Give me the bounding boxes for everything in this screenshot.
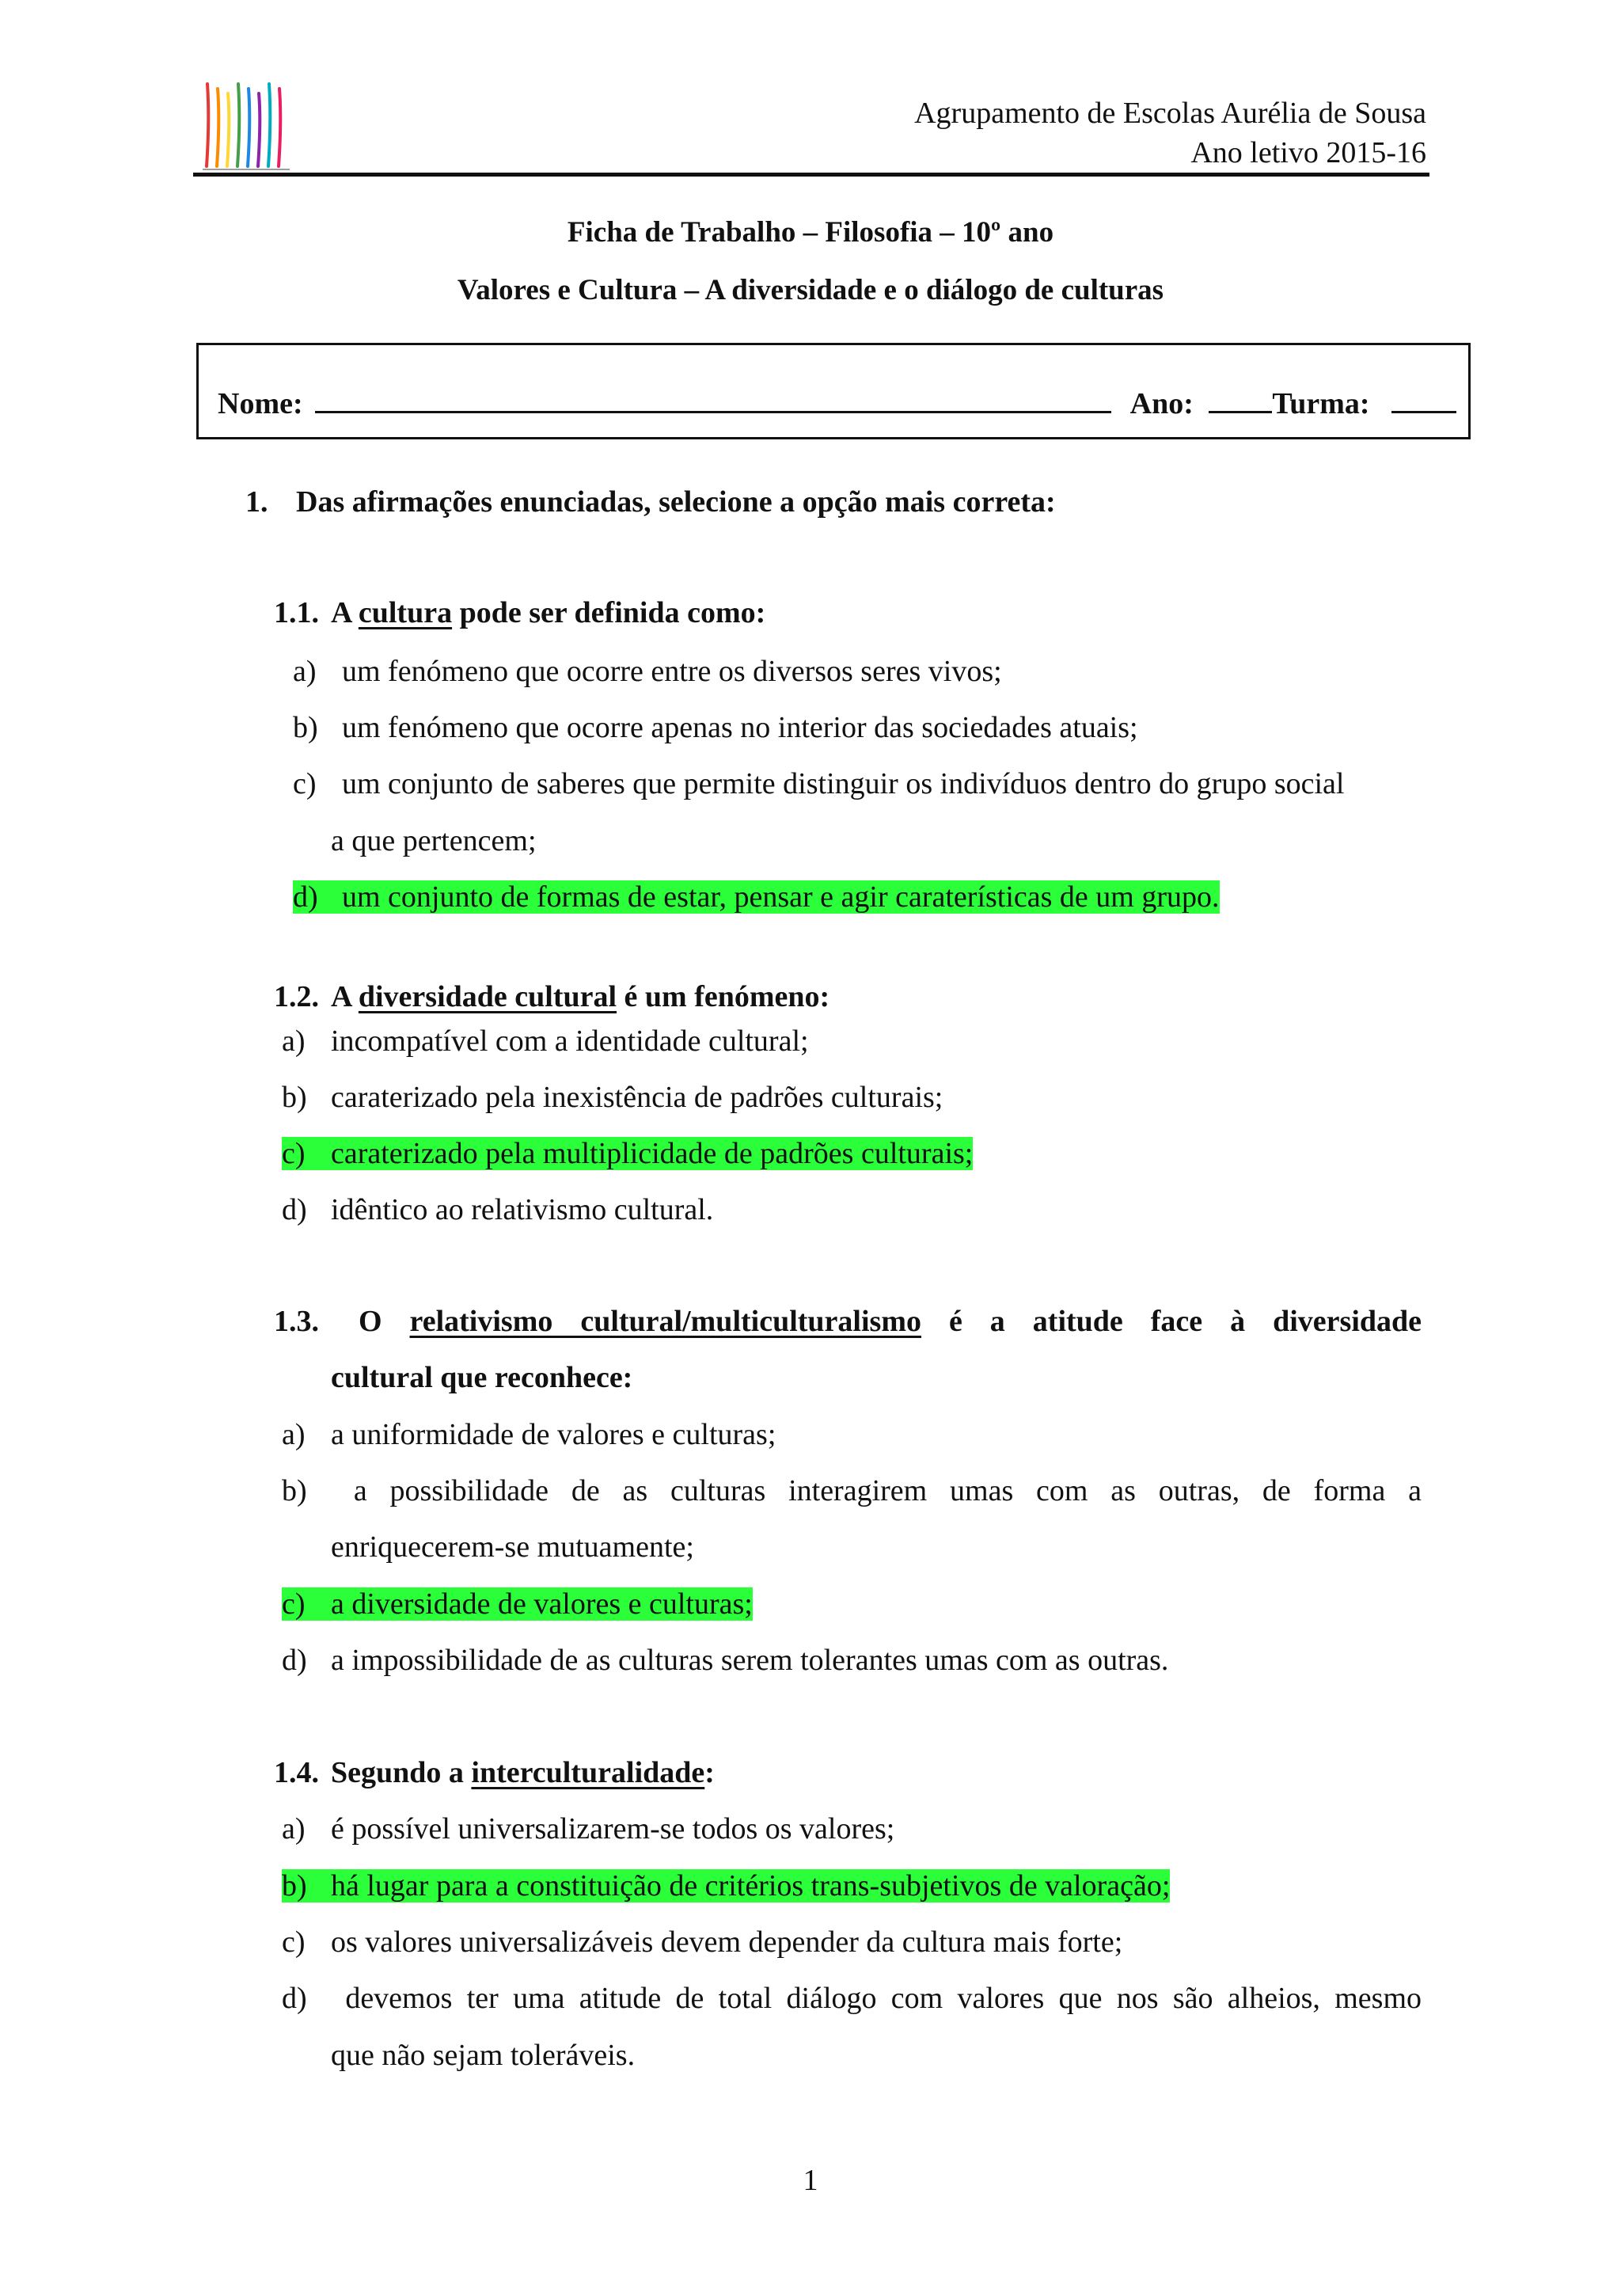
option-letter: c): [282, 1587, 306, 1621]
question-prefix: A: [331, 596, 351, 629]
question-1-3: [274, 1304, 1422, 1339]
option-1-3-b[interactable]: [282, 1473, 1422, 1508]
option-text: um fenómeno que ocorre entre os diversos seres vivos;: [342, 655, 1002, 688]
option-1-4-b-correct[interactable]: [282, 1868, 1170, 1903]
option-1-1-c-continued: a que pertencem;: [331, 824, 537, 857]
question-prefix: A: [331, 980, 351, 1013]
option-1-3-b-continued: enriquecerem-se mutuamente;: [331, 1530, 694, 1564]
question-1-2: [274, 979, 829, 1014]
option-1-2-a[interactable]: [282, 1024, 809, 1059]
option-letter: c): [282, 1137, 306, 1170]
option-letter: b): [293, 711, 318, 744]
option-1-3-a[interactable]: [282, 1417, 776, 1452]
option-letter: a): [293, 655, 317, 688]
option-text: um fenómeno que ocorre apenas no interior das sociedades atuais;: [342, 711, 1138, 744]
option-1-2-b[interactable]: [282, 1080, 943, 1115]
option-letter: a): [282, 1024, 306, 1058]
option-letter: a): [282, 1418, 306, 1451]
turma-field[interactable]: [1391, 387, 1456, 413]
option-1-4-d[interactable]: [282, 1981, 1422, 2016]
option-1-1-d-correct[interactable]: [293, 880, 1220, 914]
student-info-box: [196, 343, 1471, 439]
logo-stroke: [258, 93, 260, 166]
question-suffix: :: [704, 1756, 715, 1789]
option-letter: d): [282, 1193, 307, 1226]
question-number: 1.: [245, 485, 268, 519]
option-letter: c): [282, 1925, 306, 1959]
logo-stroke: [237, 84, 239, 166]
option-letter: d): [282, 1982, 307, 2015]
logo-stroke: [268, 84, 270, 166]
option-text: a uniformidade de valores e culturas;: [331, 1418, 776, 1451]
header-divider: [193, 173, 1429, 177]
option-letter: d): [293, 880, 318, 914]
question-1: [245, 485, 1056, 519]
option-1-1-c[interactable]: [293, 766, 1344, 801]
student-info-line: [218, 386, 1456, 421]
option-letter: a): [282, 1812, 306, 1846]
option-text: devemos ter uma atitude de total diálogo com valores que nos são alheios, mesmo: [345, 1982, 1422, 2015]
option-letter: d): [282, 1644, 307, 1677]
logo-stroke: [248, 89, 249, 166]
header-info: [914, 93, 1426, 173]
option-1-3-d[interactable]: [282, 1643, 1168, 1678]
option-1-4-d-continued: que não sejam toleráveis.: [331, 2039, 636, 2072]
question-number: 1.1.: [274, 596, 319, 629]
question-key-term: cultura: [358, 596, 453, 629]
question-1-1: [274, 595, 765, 630]
option-text: a impossibilidade de as culturas serem tolerantes umas com as outras.: [331, 1644, 1169, 1677]
question-key-term: interculturalidade: [471, 1756, 705, 1789]
ano-field[interactable]: [1209, 387, 1272, 413]
option-1-4-a[interactable]: [282, 1811, 894, 1846]
option-letter: c): [293, 767, 317, 800]
ano-label: Ano:: [1129, 387, 1194, 420]
question-1-4: [274, 1755, 715, 1790]
question-1-3-continued: cultural que reconhece:: [331, 1361, 633, 1394]
question-number: 1.2.: [274, 980, 319, 1013]
nome-label: Nome:: [218, 387, 303, 420]
option-letter: b): [282, 1869, 307, 1903]
nome-field[interactable]: [315, 387, 1111, 413]
question-text: Das afirmações enunciadas, selecione a opção mais correta:: [296, 485, 1056, 519]
option-letter: b): [282, 1081, 307, 1114]
question-suffix: pode ser definida como:: [459, 596, 766, 629]
option-text: a diversidade de valores e culturas;: [331, 1587, 753, 1621]
option-1-3-c-correct[interactable]: [282, 1587, 753, 1621]
question-key-term: relativismo cultural/multiculturalismo: [409, 1305, 921, 1338]
worksheet-title: Ficha de Trabalho – Filosofia – 10º ano: [567, 216, 1054, 249]
logo-stroke: [207, 84, 208, 166]
question-prefix: O: [358, 1305, 382, 1338]
option-1-2-c-correct[interactable]: [282, 1136, 973, 1171]
question-number: 1.4.: [274, 1756, 319, 1789]
question-suffix: é a atitude face à diversidade: [948, 1305, 1422, 1338]
option-1-2-d[interactable]: [282, 1192, 713, 1227]
question-suffix: é um fenómeno:: [624, 980, 830, 1013]
school-name: Agrupamento de Escolas Aurélia de Sousa: [914, 97, 1426, 130]
school-year: Ano letivo 2015-16: [1190, 136, 1426, 169]
page-number: 1: [803, 2164, 818, 2197]
option-text: um conjunto de saberes que permite distinguir os indivíduos dentro do grupo social: [342, 767, 1345, 800]
worksheet-subtitle: Valores e Cultura – A diversidade e o diálogo de culturas: [457, 274, 1164, 306]
option-1-1-b[interactable]: [293, 710, 1138, 745]
option-text: caraterizado pela multiplicidade de padrões culturais;: [331, 1137, 974, 1170]
option-text: incompatível com a identidade cultural;: [331, 1024, 809, 1058]
option-text: idêntico ao relativismo cultural.: [331, 1193, 714, 1226]
option-text: um conjunto de formas de estar, pensar e agir caraterísticas de um grupo.: [342, 880, 1220, 914]
logo-stroke: [279, 89, 280, 166]
option-1-4-c[interactable]: [282, 1925, 1122, 1960]
logo-stroke: [217, 89, 218, 166]
option-text: a possibilidade de as culturas interagirem umas com as outras, de forma a: [353, 1474, 1422, 1507]
logo-stroke: [227, 93, 229, 166]
question-number: 1.3.: [274, 1305, 319, 1338]
school-logo: [199, 73, 293, 174]
option-1-1-a[interactable]: [293, 654, 1002, 689]
question-key-term: diversidade cultural: [358, 980, 617, 1013]
option-letter: b): [282, 1474, 307, 1507]
option-text: caraterizado pela inexistência de padrões culturais;: [331, 1081, 943, 1114]
option-text: há lugar para a constituição de critérios trans-subjetivos de valoração;: [331, 1869, 1171, 1903]
question-prefix: Segundo a: [331, 1756, 464, 1789]
option-text: é possível universalizarem-se todos os valores;: [331, 1812, 895, 1846]
turma-label: Turma:: [1272, 387, 1370, 420]
option-text: os valores universalizáveis devem depender da cultura mais forte;: [331, 1925, 1123, 1959]
